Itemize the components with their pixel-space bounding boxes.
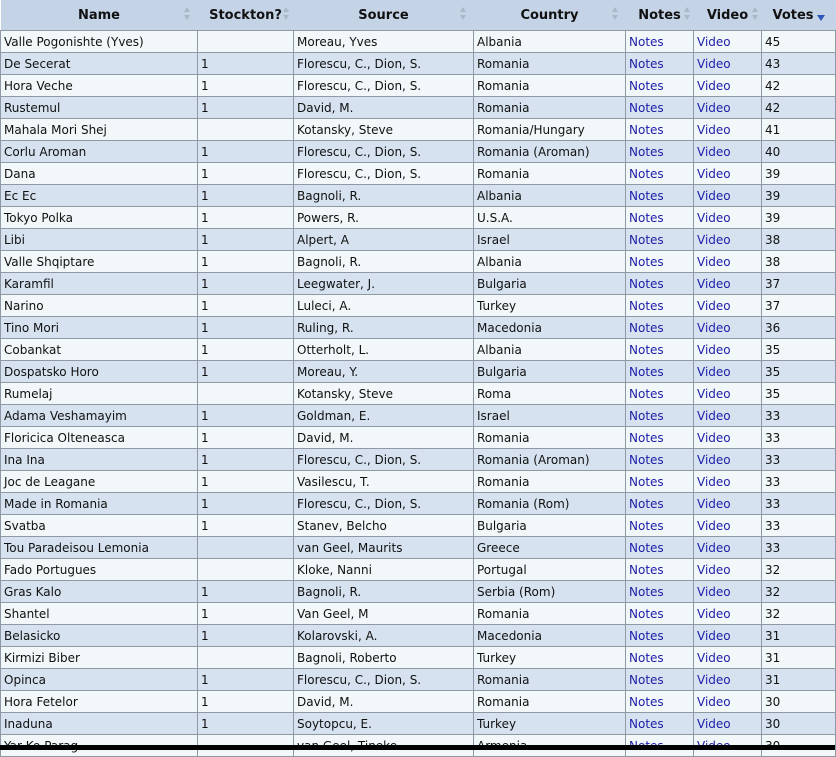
cell-country: Albania xyxy=(474,251,626,273)
cell-source: Soytopcu, E. xyxy=(294,713,474,735)
notes-link[interactable]: Notes xyxy=(626,141,694,163)
cell-stockton: 1 xyxy=(198,273,294,295)
cell-name: Rustemul xyxy=(1,97,198,119)
cell-name: Cobankat xyxy=(1,339,198,361)
cell-votes: 38 xyxy=(762,229,836,251)
cell-country: Romania xyxy=(474,427,626,449)
cell-source: Bagnoli, R. xyxy=(294,581,474,603)
cell-country: Serbia (Rom) xyxy=(474,581,626,603)
video-link[interactable]: Video xyxy=(694,471,762,493)
video-link[interactable]: Video xyxy=(694,361,762,383)
sort-arrows-icon xyxy=(460,7,467,21)
cell-name: Hora Veche xyxy=(1,75,198,97)
notes-link[interactable]: Notes xyxy=(626,383,694,405)
video-link[interactable]: Video xyxy=(694,339,762,361)
cell-country: Albania xyxy=(474,339,626,361)
sort-arrows-icon xyxy=(752,7,759,21)
column-header-votes[interactable] xyxy=(762,0,836,31)
table-row xyxy=(1,559,836,581)
table-row xyxy=(1,427,836,449)
cell-name: Gras Kalo xyxy=(1,581,198,603)
cell-country: Turkey xyxy=(474,295,626,317)
cell-votes: 31 xyxy=(762,669,836,691)
cell-votes: 32 xyxy=(762,603,836,625)
notes-link[interactable]: Notes xyxy=(626,185,694,207)
cell-country: Romania xyxy=(474,53,626,75)
cell-stockton: 1 xyxy=(198,405,294,427)
notes-link[interactable]: Notes xyxy=(626,163,694,185)
cell-name: Tou Paradeisou Lemonia xyxy=(1,537,198,559)
notes-link[interactable]: Notes xyxy=(626,273,694,295)
column-header-label: Votes xyxy=(772,7,814,23)
video-link[interactable]: Video xyxy=(694,295,762,317)
cell-name: Shantel xyxy=(1,603,198,625)
cell-name: Valle Shqiptare xyxy=(1,251,198,273)
notes-link[interactable]: Notes xyxy=(626,625,694,647)
cell-country: Romania (Aroman) xyxy=(474,449,626,471)
notes-link[interactable]: Notes xyxy=(626,669,694,691)
table-row xyxy=(1,317,836,339)
cell-votes: 38 xyxy=(762,251,836,273)
table-row xyxy=(1,625,836,647)
video-link[interactable]: Video xyxy=(694,647,762,669)
video-link[interactable]: Video xyxy=(694,603,762,625)
cell-name: Joc de Leagane xyxy=(1,471,198,493)
cell-country: Turkey xyxy=(474,713,626,735)
notes-link[interactable]: Notes xyxy=(626,449,694,471)
notes-link[interactable]: Notes xyxy=(626,295,694,317)
cell-country: Romania/Hungary xyxy=(474,119,626,141)
cell-name: Made in Romania xyxy=(1,493,198,515)
table-row xyxy=(1,493,836,515)
cell-name: Dospatsko Horo xyxy=(1,361,198,383)
cell-stockton xyxy=(198,647,294,669)
notes-link[interactable]: Notes xyxy=(626,361,694,383)
notes-link[interactable]: Notes xyxy=(626,97,694,119)
table-row xyxy=(1,449,836,471)
cell-country: Bulgaria xyxy=(474,273,626,295)
cell-name: Inaduna xyxy=(1,713,198,735)
cell-stockton xyxy=(198,537,294,559)
cell-name: Corlu Aroman xyxy=(1,141,198,163)
cell-name: Tino Mori xyxy=(1,317,198,339)
table-row xyxy=(1,713,836,735)
cell-source: Bagnoli, R. xyxy=(294,185,474,207)
table-row xyxy=(1,383,836,405)
video-link[interactable]: Video xyxy=(694,119,762,141)
cell-source: Bagnoli, Roberto xyxy=(294,647,474,669)
table-row xyxy=(1,581,836,603)
cell-stockton: 1 xyxy=(198,163,294,185)
table-row xyxy=(1,163,836,185)
cell-source: Florescu, C., Dion, S. xyxy=(294,493,474,515)
table-row xyxy=(1,295,836,317)
cell-source: David, M. xyxy=(294,691,474,713)
table-row xyxy=(1,251,836,273)
cell-name: Adama Veshamayim xyxy=(1,405,198,427)
table-row xyxy=(1,119,836,141)
cell-votes: 41 xyxy=(762,119,836,141)
video-link[interactable]: Video xyxy=(694,207,762,229)
notes-link[interactable]: Notes xyxy=(626,559,694,581)
cell-source: Moreau, Y. xyxy=(294,361,474,383)
table-row xyxy=(1,515,836,537)
video-link[interactable]: Video xyxy=(694,383,762,405)
cell-votes: 33 xyxy=(762,449,836,471)
cell-country: U.S.A. xyxy=(474,207,626,229)
cell-votes: 42 xyxy=(762,97,836,119)
header-row xyxy=(1,0,836,31)
cell-stockton: 1 xyxy=(198,449,294,471)
cell-name: Kirmizi Biber xyxy=(1,647,198,669)
cell-country: Roma xyxy=(474,383,626,405)
cell-stockton: 1 xyxy=(198,427,294,449)
sort-arrows-icon xyxy=(184,7,191,21)
table-body xyxy=(1,31,836,757)
video-link[interactable]: Video xyxy=(694,537,762,559)
table-row xyxy=(1,339,836,361)
cell-source: Kotansky, Steve xyxy=(294,119,474,141)
cell-stockton: 1 xyxy=(198,691,294,713)
cell-country: Romania (Rom) xyxy=(474,493,626,515)
cell-votes: 37 xyxy=(762,295,836,317)
cell-votes: 35 xyxy=(762,361,836,383)
cell-country: Israel xyxy=(474,405,626,427)
cell-votes: 33 xyxy=(762,493,836,515)
video-link[interactable]: Video xyxy=(694,97,762,119)
cell-source: van Geel, Maurits xyxy=(294,537,474,559)
cell-country: Romania xyxy=(474,669,626,691)
column-header-stockton[interactable] xyxy=(198,0,294,31)
notes-link[interactable]: Notes xyxy=(626,229,694,251)
cell-votes: 43 xyxy=(762,53,836,75)
cell-name: Karamfil xyxy=(1,273,198,295)
cell-source: Otterholt, L. xyxy=(294,339,474,361)
cell-votes: 45 xyxy=(762,31,836,53)
table-row xyxy=(1,97,836,119)
table-row xyxy=(1,537,836,559)
sort-descending-icon xyxy=(817,15,825,21)
cell-country: Romania xyxy=(474,691,626,713)
cell-votes: 39 xyxy=(762,163,836,185)
cell-source: Ruling, R. xyxy=(294,317,474,339)
cell-name: Floricica Olteneasca xyxy=(1,427,198,449)
cell-name: Tokyo Polka xyxy=(1,207,198,229)
cell-votes: 35 xyxy=(762,339,836,361)
cell-stockton: 1 xyxy=(198,581,294,603)
window-bottom-edge xyxy=(0,745,835,750)
cell-votes: 39 xyxy=(762,207,836,229)
cell-source: Kolarovski, A. xyxy=(294,625,474,647)
cell-stockton: 1 xyxy=(198,713,294,735)
cell-stockton: 1 xyxy=(198,295,294,317)
cell-name: Belasicko xyxy=(1,625,198,647)
cell-votes: 33 xyxy=(762,537,836,559)
cell-name: Fado Portugues xyxy=(1,559,198,581)
video-link[interactable]: Video xyxy=(694,75,762,97)
cell-source: Leegwater, J. xyxy=(294,273,474,295)
column-header-video[interactable] xyxy=(694,0,762,31)
cell-stockton: 1 xyxy=(198,625,294,647)
cell-stockton: 1 xyxy=(198,317,294,339)
cell-name: Valle Pogonishte (Yves) xyxy=(1,31,198,53)
notes-link[interactable]: Notes xyxy=(626,537,694,559)
cell-country: Romania xyxy=(474,97,626,119)
column-header-label: Name xyxy=(77,7,120,23)
video-link[interactable]: Video xyxy=(694,493,762,515)
cell-source: Florescu, C., Dion, S. xyxy=(294,141,474,163)
video-link[interactable]: Video xyxy=(694,581,762,603)
cell-source: Florescu, C., Dion, S. xyxy=(294,449,474,471)
cell-votes: 33 xyxy=(762,427,836,449)
table-row xyxy=(1,75,836,97)
cell-name: Ec Ec xyxy=(1,185,198,207)
cell-name: De Secerat xyxy=(1,53,198,75)
column-header-label: Stockton? xyxy=(209,7,282,23)
cell-source: David, M. xyxy=(294,427,474,449)
notes-link[interactable]: Notes xyxy=(626,53,694,75)
cell-country: Romania xyxy=(474,603,626,625)
notes-link[interactable]: Notes xyxy=(626,603,694,625)
notes-link[interactable]: Notes xyxy=(626,317,694,339)
table-row xyxy=(1,229,836,251)
video-link[interactable]: Video xyxy=(694,273,762,295)
notes-link[interactable]: Notes xyxy=(626,691,694,713)
video-link[interactable]: Video xyxy=(694,713,762,735)
cell-source: Kotansky, Steve xyxy=(294,383,474,405)
cell-country: Portugal xyxy=(474,559,626,581)
notes-link[interactable]: Notes xyxy=(626,493,694,515)
notes-link[interactable]: Notes xyxy=(626,405,694,427)
notes-link[interactable]: Notes xyxy=(626,31,694,53)
notes-link[interactable]: Notes xyxy=(626,647,694,669)
column-header-label: Video xyxy=(706,7,749,23)
table-row xyxy=(1,53,836,75)
column-header-label: Notes xyxy=(638,7,681,23)
notes-link[interactable]: Notes xyxy=(626,515,694,537)
sort-arrows-icon xyxy=(283,7,290,21)
cell-source: Moreau, Yves xyxy=(294,31,474,53)
video-link[interactable]: Video xyxy=(694,229,762,251)
cell-name: Svatba xyxy=(1,515,198,537)
table-row xyxy=(1,691,836,713)
table-row xyxy=(1,361,836,383)
table-row xyxy=(1,185,836,207)
cell-country: Romania xyxy=(474,75,626,97)
cell-votes: 30 xyxy=(762,713,836,735)
table-row xyxy=(1,471,836,493)
cell-country: Bulgaria xyxy=(474,361,626,383)
cell-votes: 39 xyxy=(762,185,836,207)
cell-source: Powers, R. xyxy=(294,207,474,229)
cell-stockton: 1 xyxy=(198,251,294,273)
cell-stockton: 1 xyxy=(198,493,294,515)
cell-country: Romania xyxy=(474,471,626,493)
column-header-label: Country xyxy=(520,7,579,23)
cell-stockton xyxy=(198,383,294,405)
sort-arrows-icon xyxy=(612,7,619,21)
cell-source: Vasilescu, T. xyxy=(294,471,474,493)
table-row xyxy=(1,141,836,163)
cell-source: Florescu, C., Dion, S. xyxy=(294,75,474,97)
cell-votes: 35 xyxy=(762,383,836,405)
cell-stockton xyxy=(198,559,294,581)
cell-country: Romania xyxy=(474,163,626,185)
table-row xyxy=(1,669,836,691)
cell-country: Greece xyxy=(474,537,626,559)
cell-stockton: 1 xyxy=(198,97,294,119)
cell-stockton: 1 xyxy=(198,515,294,537)
cell-source: Bagnoli, R. xyxy=(294,251,474,273)
cell-country: Romania (Aroman) xyxy=(474,141,626,163)
cell-stockton: 1 xyxy=(198,207,294,229)
cell-name: Narino xyxy=(1,295,198,317)
cell-source: Luleci, A. xyxy=(294,295,474,317)
column-header-notes[interactable] xyxy=(626,0,694,31)
video-link[interactable]: Video xyxy=(694,427,762,449)
column-header-source[interactable] xyxy=(294,0,474,31)
cell-votes: 40 xyxy=(762,141,836,163)
video-link[interactable]: Video xyxy=(694,53,762,75)
cell-source: Alpert, A xyxy=(294,229,474,251)
cell-stockton: 1 xyxy=(198,141,294,163)
video-link[interactable]: Video xyxy=(694,141,762,163)
cell-stockton: 1 xyxy=(198,75,294,97)
notes-link[interactable]: Notes xyxy=(626,207,694,229)
column-header-name[interactable] xyxy=(1,0,198,31)
table-row xyxy=(1,603,836,625)
table-row xyxy=(1,31,836,53)
table-row xyxy=(1,647,836,669)
video-link[interactable]: Video xyxy=(694,251,762,273)
notes-link[interactable]: Notes xyxy=(626,75,694,97)
notes-link[interactable]: Notes xyxy=(626,713,694,735)
cell-source: Van Geel, M xyxy=(294,603,474,625)
column-header-label: Source xyxy=(358,7,409,23)
cell-stockton: 1 xyxy=(198,53,294,75)
video-link[interactable]: Video xyxy=(694,31,762,53)
cell-source: Florescu, C., Dion, S. xyxy=(294,669,474,691)
video-link[interactable]: Video xyxy=(694,625,762,647)
video-link[interactable]: Video xyxy=(694,691,762,713)
cell-name: Mahala Mori Shej xyxy=(1,119,198,141)
cell-votes: 33 xyxy=(762,515,836,537)
video-link[interactable]: Video xyxy=(694,515,762,537)
cell-country: Macedonia xyxy=(474,317,626,339)
cell-source: Kloke, Nanni xyxy=(294,559,474,581)
video-link[interactable]: Video xyxy=(694,669,762,691)
cell-votes: 32 xyxy=(762,581,836,603)
cell-name: Opinca xyxy=(1,669,198,691)
video-link[interactable]: Video xyxy=(694,163,762,185)
cell-stockton xyxy=(198,31,294,53)
notes-link[interactable]: Notes xyxy=(626,427,694,449)
cell-name: Ina Ina xyxy=(1,449,198,471)
cell-votes: 30 xyxy=(762,691,836,713)
cell-stockton: 1 xyxy=(198,185,294,207)
cell-stockton: 1 xyxy=(198,229,294,251)
table-row xyxy=(1,207,836,229)
cell-votes: 37 xyxy=(762,273,836,295)
cell-country: Bulgaria xyxy=(474,515,626,537)
video-link[interactable]: Video xyxy=(694,185,762,207)
table-row xyxy=(1,405,836,427)
notes-link[interactable]: Notes xyxy=(626,339,694,361)
cell-source: David, M. xyxy=(294,97,474,119)
cell-source: Florescu, C., Dion, S. xyxy=(294,53,474,75)
cell-source: Stanev, Belcho xyxy=(294,515,474,537)
cell-votes: 42 xyxy=(762,75,836,97)
cell-country: Albania xyxy=(474,31,626,53)
cell-country: Albania xyxy=(474,185,626,207)
sort-arrows-icon xyxy=(684,7,691,21)
cell-source: Florescu, C., Dion, S. xyxy=(294,163,474,185)
cell-stockton: 1 xyxy=(198,339,294,361)
cell-country: Turkey xyxy=(474,647,626,669)
column-header-country[interactable] xyxy=(474,0,626,31)
cell-name: Rumelaj xyxy=(1,383,198,405)
notes-link[interactable]: Notes xyxy=(626,471,694,493)
notes-link[interactable]: Notes xyxy=(626,251,694,273)
video-link[interactable]: Video xyxy=(694,405,762,427)
cell-source: Goldman, E. xyxy=(294,405,474,427)
cell-name: Dana xyxy=(1,163,198,185)
cell-votes: 36 xyxy=(762,317,836,339)
cell-country: Israel xyxy=(474,229,626,251)
cell-stockton: 1 xyxy=(198,603,294,625)
notes-link[interactable]: Notes xyxy=(626,581,694,603)
notes-link[interactable]: Notes xyxy=(626,119,694,141)
cell-votes: 33 xyxy=(762,471,836,493)
video-link[interactable]: Video xyxy=(694,449,762,471)
cell-name: Hora Fetelor xyxy=(1,691,198,713)
cell-stockton xyxy=(198,119,294,141)
video-link[interactable]: Video xyxy=(694,317,762,339)
cell-name: Libi xyxy=(1,229,198,251)
cell-country: Macedonia xyxy=(474,625,626,647)
cell-votes: 31 xyxy=(762,647,836,669)
cell-votes: 31 xyxy=(762,625,836,647)
table-row xyxy=(1,273,836,295)
video-link[interactable]: Video xyxy=(694,559,762,581)
cell-votes: 32 xyxy=(762,559,836,581)
cell-votes: 33 xyxy=(762,405,836,427)
cell-stockton: 1 xyxy=(198,471,294,493)
cell-stockton: 1 xyxy=(198,669,294,691)
cell-stockton: 1 xyxy=(198,361,294,383)
